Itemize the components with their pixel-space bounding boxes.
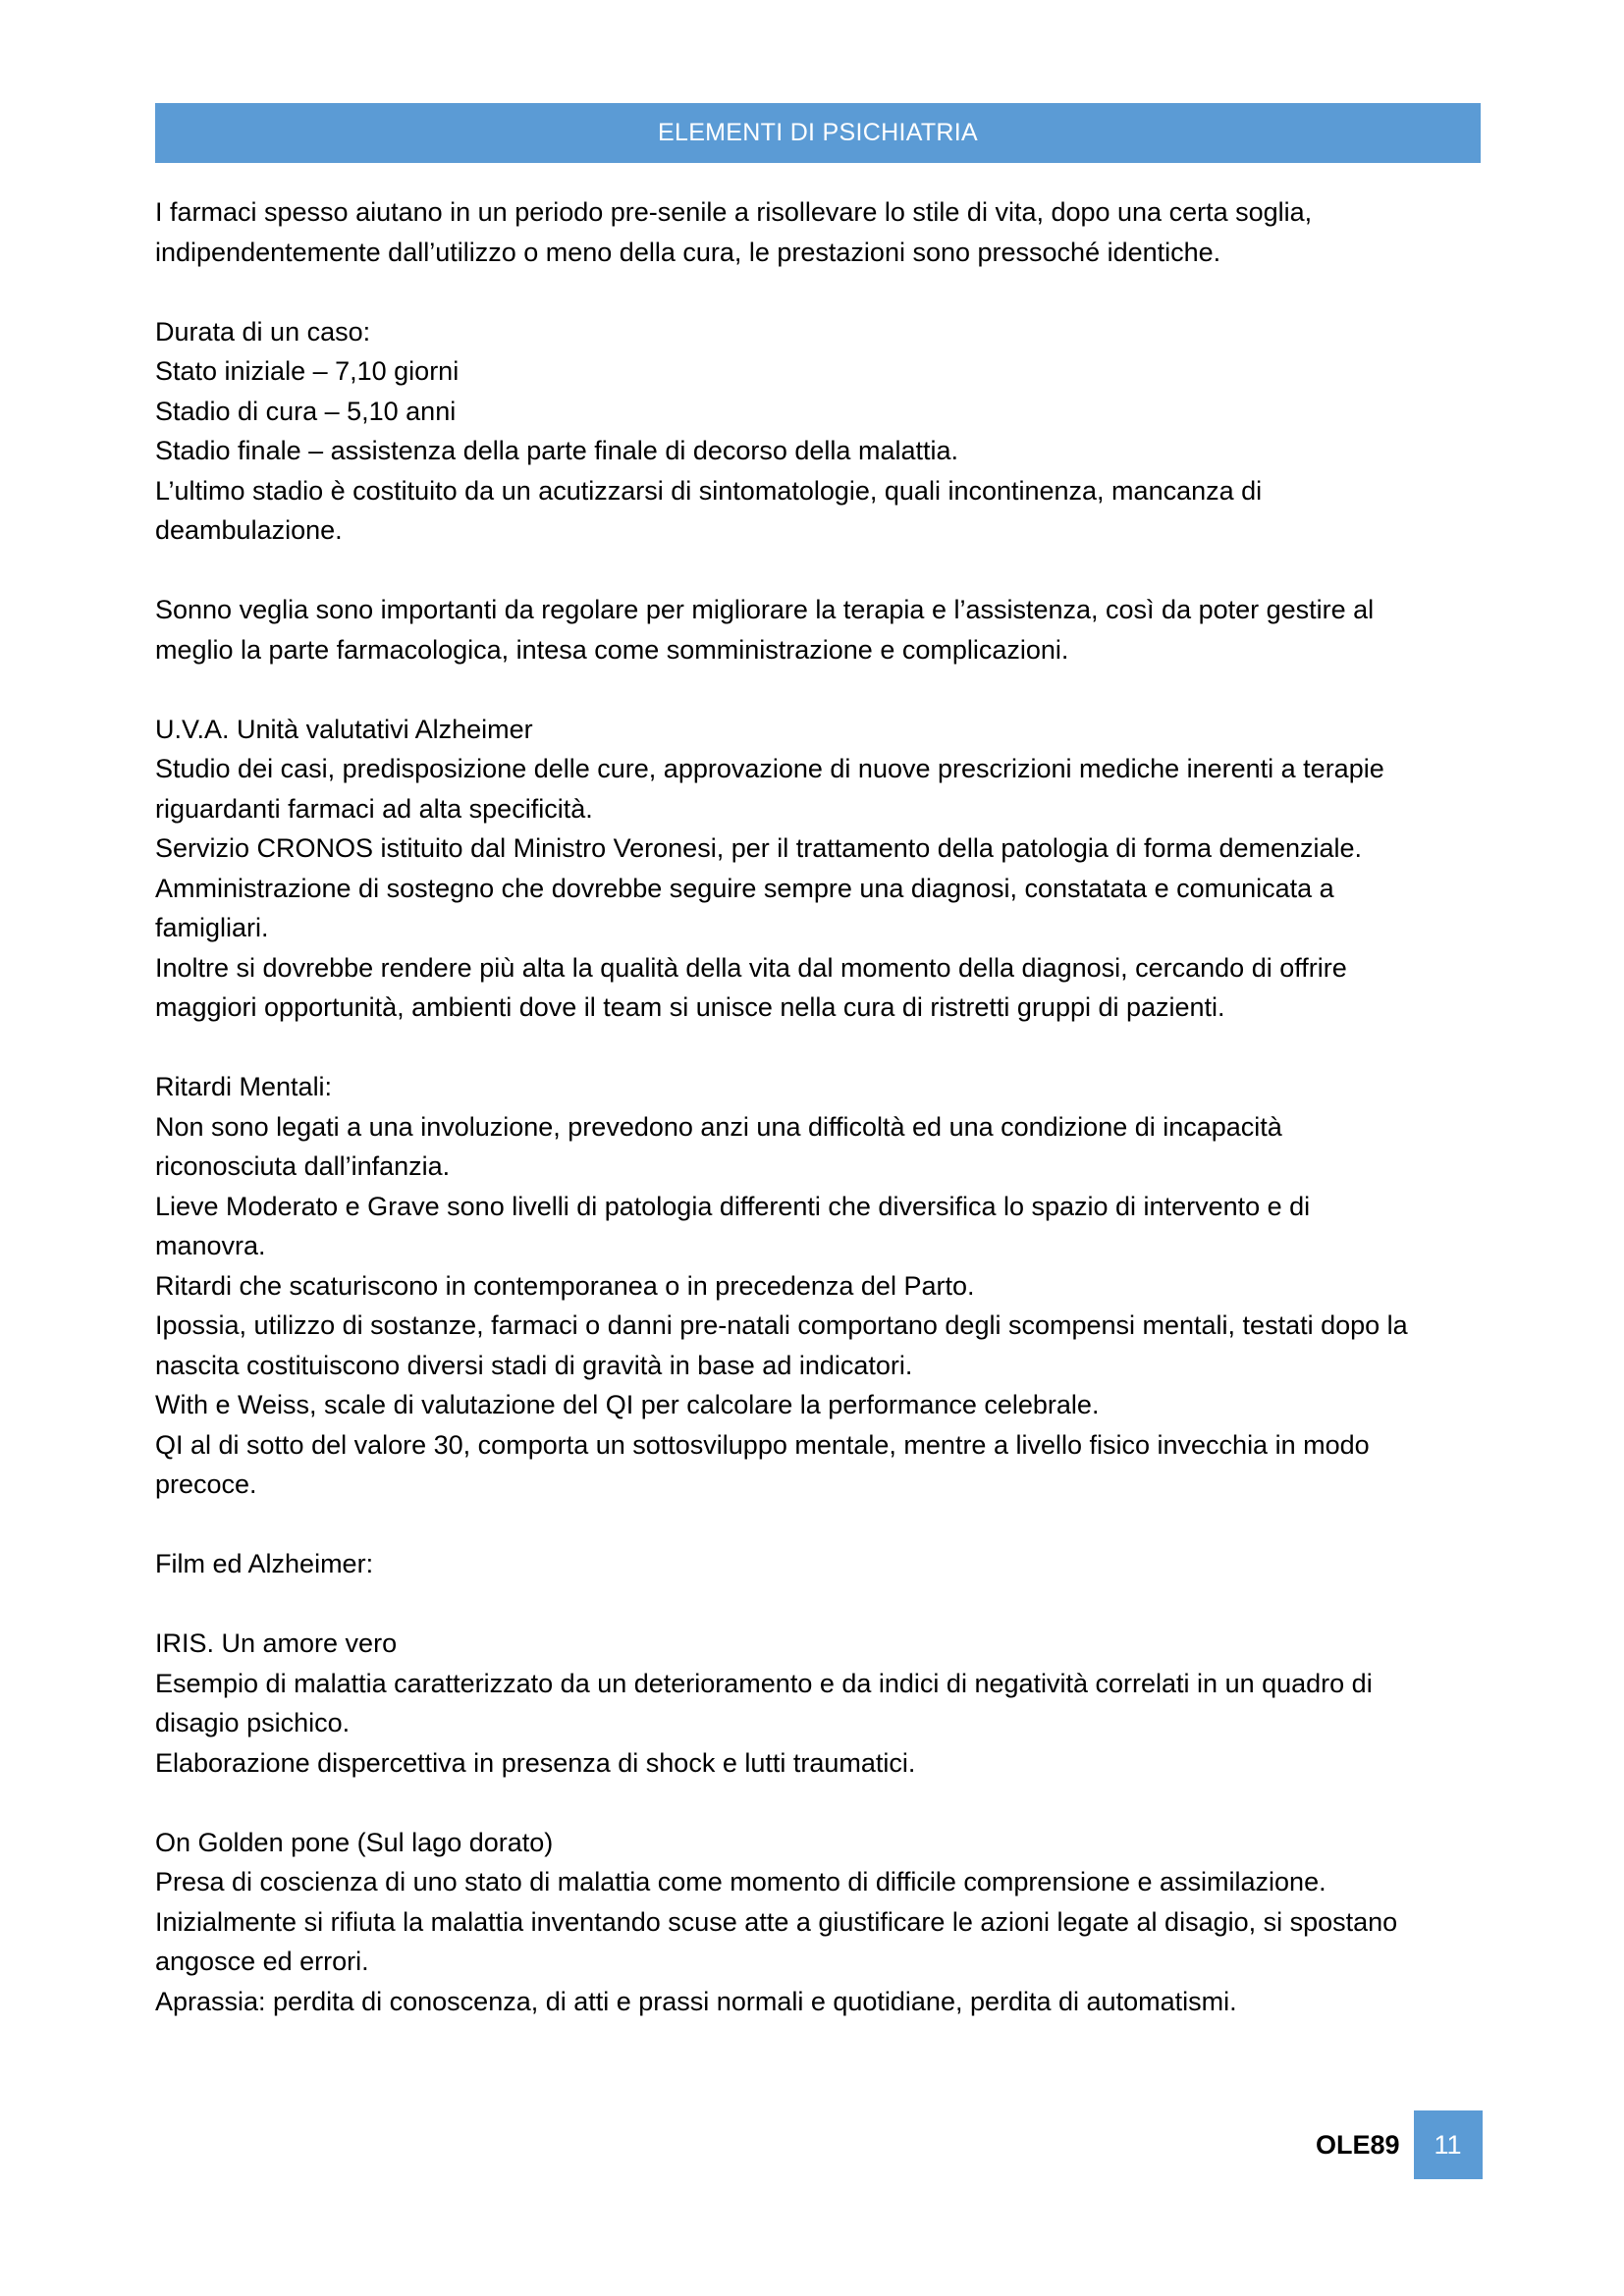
text-line: U.V.A. Unità valutativi Alzheimer [155, 714, 533, 744]
text-line: disagio psichico. [155, 1708, 351, 1737]
text-line: precoce. [155, 1469, 257, 1499]
text-line: Inizialmente si rifiuta la malattia inventando scuse atte a giustificare le azioni legate al disagio, si spostano [155, 1906, 1398, 1937]
text-line: Ritardi che scaturiscono in contemporanea o in precedenza del Parto. [155, 1270, 975, 1301]
text-line: Non sono legati a una involuzione, prevedono anzi una difficoltà ed una condizione di incapacità [155, 1111, 1282, 1142]
text-line: Esempio di malattia caratterizzato da un deterioramento e da indici di negatività correlati in un quadro di [155, 1668, 1373, 1698]
page-number-box [1414, 2110, 1483, 2179]
text-line: famigliari. [155, 913, 269, 942]
page-number: 11 [1434, 2129, 1462, 2160]
text-line: Stato iniziale – 7,10 giorni [155, 356, 460, 386]
document-body [155, 192, 1481, 2021]
text-line: Ritardi Mentali: [155, 1072, 333, 1101]
text-line: angosce ed errori. [155, 1947, 369, 1976]
text-line: Aprassia: perdita di conoscenza, di atti e prassi normali e quotidiane, perdita di automatismi. [155, 1986, 1237, 2016]
page-header-bar [155, 103, 1481, 163]
blank-line [155, 1028, 1481, 1068]
blank-line [155, 1783, 1481, 1823]
blank-line [155, 1584, 1481, 1625]
text-line: nascita costituiscono diversi stadi di gravità in base ad indicatori. [155, 1350, 913, 1380]
footer-author-label: OLE89 [1316, 2129, 1400, 2160]
blank-line [155, 551, 1481, 591]
page-footer [1316, 2110, 1483, 2179]
text-line: Amministrazione di sostegno che dovrebbe seguire sempre una diagnosi, constatata e comunicata a [155, 873, 1334, 903]
text-line: Stadio finale – assistenza della parte finale di decorso della malattia. [155, 436, 958, 465]
text-line: L’ultimo stadio è costituito da un acutizzarsi di sintomatologie, quali incontinenza, mancanza di [155, 475, 1263, 506]
text-line: Durata di un caso: [155, 316, 371, 347]
text-line: riguardanti farmaci ad alta specificità. [155, 793, 593, 824]
blank-line [155, 669, 1481, 710]
text-line: riconosciuta dall’infanzia. [155, 1151, 451, 1181]
text-line: Lieve Moderato e Grave sono livelli di patologia differenti che diversifica lo spazio di intervento e di [155, 1191, 1311, 1221]
text-line: indipendentemente dall’utilizzo o meno della cura, le prestazioni sono pressoché identiche. [155, 237, 1221, 267]
text-line: Stadio di cura – 5,10 anni [155, 396, 457, 426]
text-line: deambulazione. [155, 515, 343, 545]
text-line: Elaborazione dispercettiva in presenza di shock e lutti traumatici. [155, 1747, 916, 1778]
text-line: Studio dei casi, predisposizione delle cure, approvazione di nuove prescrizioni mediche inerenti a terapie [155, 754, 1384, 783]
text-line: meglio la parte farmacologica, intesa come somministrazione e complicazioni. [155, 634, 1069, 665]
text-line: Inoltre si dovrebbe rendere più alta la qualità della vita dal momento della diagnosi, cercando di offrire [155, 952, 1347, 983]
text-line: Servizio CRONOS istituito dal Ministro Veronesi, per il trattamento della patologia di forma demenziale. [155, 833, 1363, 863]
text-line: On Golden pone (Sul lago dorato) [155, 1827, 554, 1857]
text-line: manovra. [155, 1231, 266, 1260]
blank-line [155, 1505, 1481, 1545]
text-line: QI al di sotto del valore 30, comporta un sottosviluppo mentale, mentre a livello fisico invecchia in modo [155, 1429, 1370, 1460]
text-line: With e Weiss, scale di valutazione del QI per calcolare la performance celebrale. [155, 1390, 1100, 1419]
text-line: Sonno veglia sono importanti da regolare per migliorare la terapia e l’assistenza, così da poter gestire al [155, 595, 1375, 624]
text-line: I farmaci spesso aiutano in un periodo pre-senile a risollevare lo stile di vita, dopo una certa soglia, [155, 197, 1313, 227]
blank-line [155, 272, 1481, 312]
text-line: IRIS. Un amore vero [155, 1629, 398, 1658]
text-line: maggiori opportunità, ambienti dove il team si unisce nella cura di ristretti gruppi di pazienti. [155, 992, 1225, 1022]
page-header-title: ELEMENTI DI PSICHIATRIA [658, 119, 978, 146]
text-line: Presa di coscienza di uno stato di malattia come momento di difficile comprensione e assimilazione. [155, 1867, 1326, 1896]
text-line: Ipossia, utilizzo di sostanze, farmaci o danni pre-natali comportano degli scompensi mentali, testati dopo la [155, 1310, 1408, 1340]
text-line: Film ed Alzheimer: [155, 1549, 374, 1578]
